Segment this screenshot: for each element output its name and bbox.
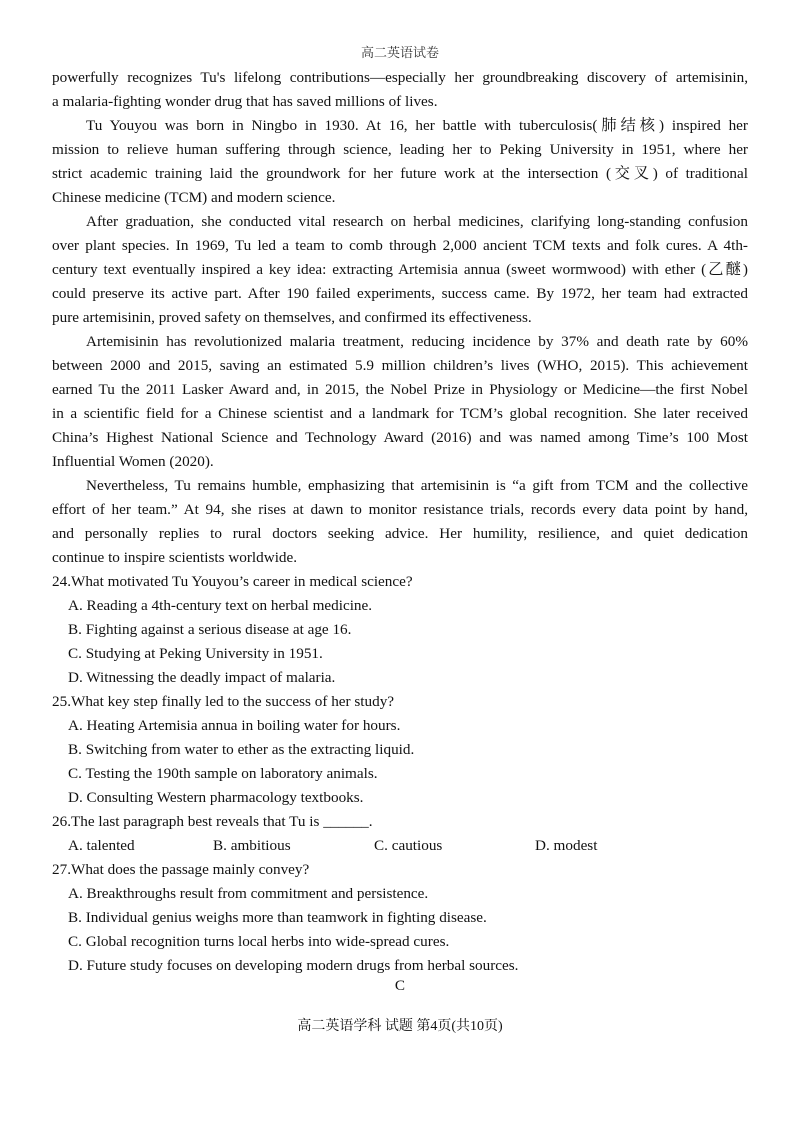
paragraph-line: in a scientific field for a Chinese scientist and a landmark for TCM’s global recognition. She later received	[52, 405, 748, 422]
paragraph-line: After graduation, she conducted vital research on herbal medicines, clarifying long-standing confusion	[86, 213, 748, 230]
paragraph-line: could preserve its active part. After 190 failed experiments, success came. By 1972, her team had extracted	[52, 285, 748, 302]
paragraph	[52, 330, 748, 474]
paragraph-line: Artemisinin has revolutionized malaria treatment, reducing incidence by 37% and death rate by 60%	[86, 333, 748, 350]
section-label: C	[394, 977, 406, 994]
answer-option: C. Global recognition turns local herbs into wide-spread cures.	[68, 933, 450, 950]
page-header: 高二英语试卷	[360, 45, 439, 60]
paragraph-line: over plant species. In 1969, Tu led a team to comb through 2,000 ancient TCM texts and folk cures. A 4th-	[52, 237, 748, 254]
question-q26	[52, 810, 748, 858]
answer-option: B. Fighting against a serious disease at age 16.	[68, 621, 352, 638]
paragraph-line: China’s Highest National Science and Technology Award (2016) and was named among Time’s 100 Most	[52, 429, 748, 446]
paragraph-line: pure artemisinin, proved safety on themselves, and confirmed its effectiveness.	[52, 309, 532, 326]
reading-passage	[52, 66, 748, 570]
paragraph	[52, 210, 748, 330]
answer-option: C. cautious	[374, 837, 443, 854]
paragraph-line: between 2000 and 2015, saving an estimated 5.9 million children’s lives (WHO, 2015). This achievement	[52, 357, 748, 374]
paragraph-line: Influential Women (2020).	[52, 453, 214, 470]
paragraph-line: earned Tu the 2011 Lasker Award and, in 2015, the Nobel Prize in Physiology or Medicine—the first Nobel	[52, 381, 748, 398]
paragraph	[52, 474, 748, 570]
paragraph-line: continue to inspire scientists worldwide.	[52, 549, 298, 566]
paragraph-line: Tu Youyou was born in Ningbo in 1930. At 16, her battle with tuberculosis(肺结核) inspired her	[86, 117, 748, 134]
answer-option: D. modest	[535, 837, 598, 854]
paragraph-line: century text eventually inspired a key idea: extracting Artemisia annua (sweet wormwood) with ether (乙醚)	[52, 261, 748, 278]
answer-option: C. Testing the 190th sample on laboratory animals.	[68, 765, 378, 782]
option-row	[52, 834, 748, 858]
question-q27	[52, 858, 748, 978]
document-body	[52, 66, 748, 998]
page-footer: 高二英语学科 试题 第4页(共10页)	[297, 1019, 503, 1034]
questions	[52, 570, 748, 978]
paragraph-line: mission to relieve human suffering through science, leading her to Peking University in 1951, where her	[52, 141, 748, 158]
paragraph-line: strict academic training laid the groundwork for her future work at the intersection (交叉) of traditional	[52, 165, 748, 182]
answer-option: D. Future study focuses on developing modern drugs from herbal sources.	[68, 957, 519, 974]
paragraph-line: and personally replies to rural doctors seeking advice. Her humility, resilience, and quiet dedication	[52, 525, 748, 542]
question-stem: 27.What does the passage mainly convey?	[52, 861, 310, 878]
question-stem: 24.What motivated Tu Youyou’s career in medical science?	[52, 573, 413, 590]
answer-option: A. Heating Artemisia annua in boiling water for hours.	[68, 717, 401, 734]
answer-option: A. Breakthroughs result from commitment and persistence.	[68, 885, 429, 902]
answer-option: D. Witnessing the deadly impact of malaria.	[68, 669, 336, 686]
answer-option: B. Switching from water to ether as the extracting liquid.	[68, 741, 415, 758]
paragraph-line: powerfully recognizes Tu's lifelong contributions—especially her groundbreaking discovery of artemisinin,	[52, 69, 748, 86]
answer-option: A. Reading a 4th-century text on herbal medicine.	[68, 597, 373, 614]
question-q25	[52, 690, 748, 810]
paragraph	[52, 114, 748, 210]
paragraph-line: effort of her team.” At 94, she rises at dawn to monitor resistance trials, records every data point by hand,	[52, 501, 748, 518]
answer-option: B. ambitious	[213, 837, 291, 854]
question-stem: 26.The last paragraph best reveals that Tu is ______.	[52, 813, 373, 830]
paragraph-line: Nevertheless, Tu remains humble, emphasizing that artemisinin is “a gift from TCM and the collective	[86, 477, 748, 494]
paragraph	[52, 66, 748, 114]
paragraph-line: a malaria-fighting wonder drug that has saved millions of lives.	[52, 93, 438, 110]
answer-option: B. Individual genius weighs more than teamwork in fighting disease.	[68, 909, 487, 926]
answer-option: D. Consulting Western pharmacology textbooks.	[68, 789, 364, 806]
paragraph-line: Chinese medicine (TCM) and modern science.	[52, 189, 336, 206]
question-stem: 25.What key step finally led to the success of her study?	[52, 693, 395, 710]
answer-option: A. talented	[68, 837, 135, 854]
question-q24	[52, 570, 748, 690]
answer-option: C. Studying at Peking University in 1951.	[68, 645, 323, 662]
